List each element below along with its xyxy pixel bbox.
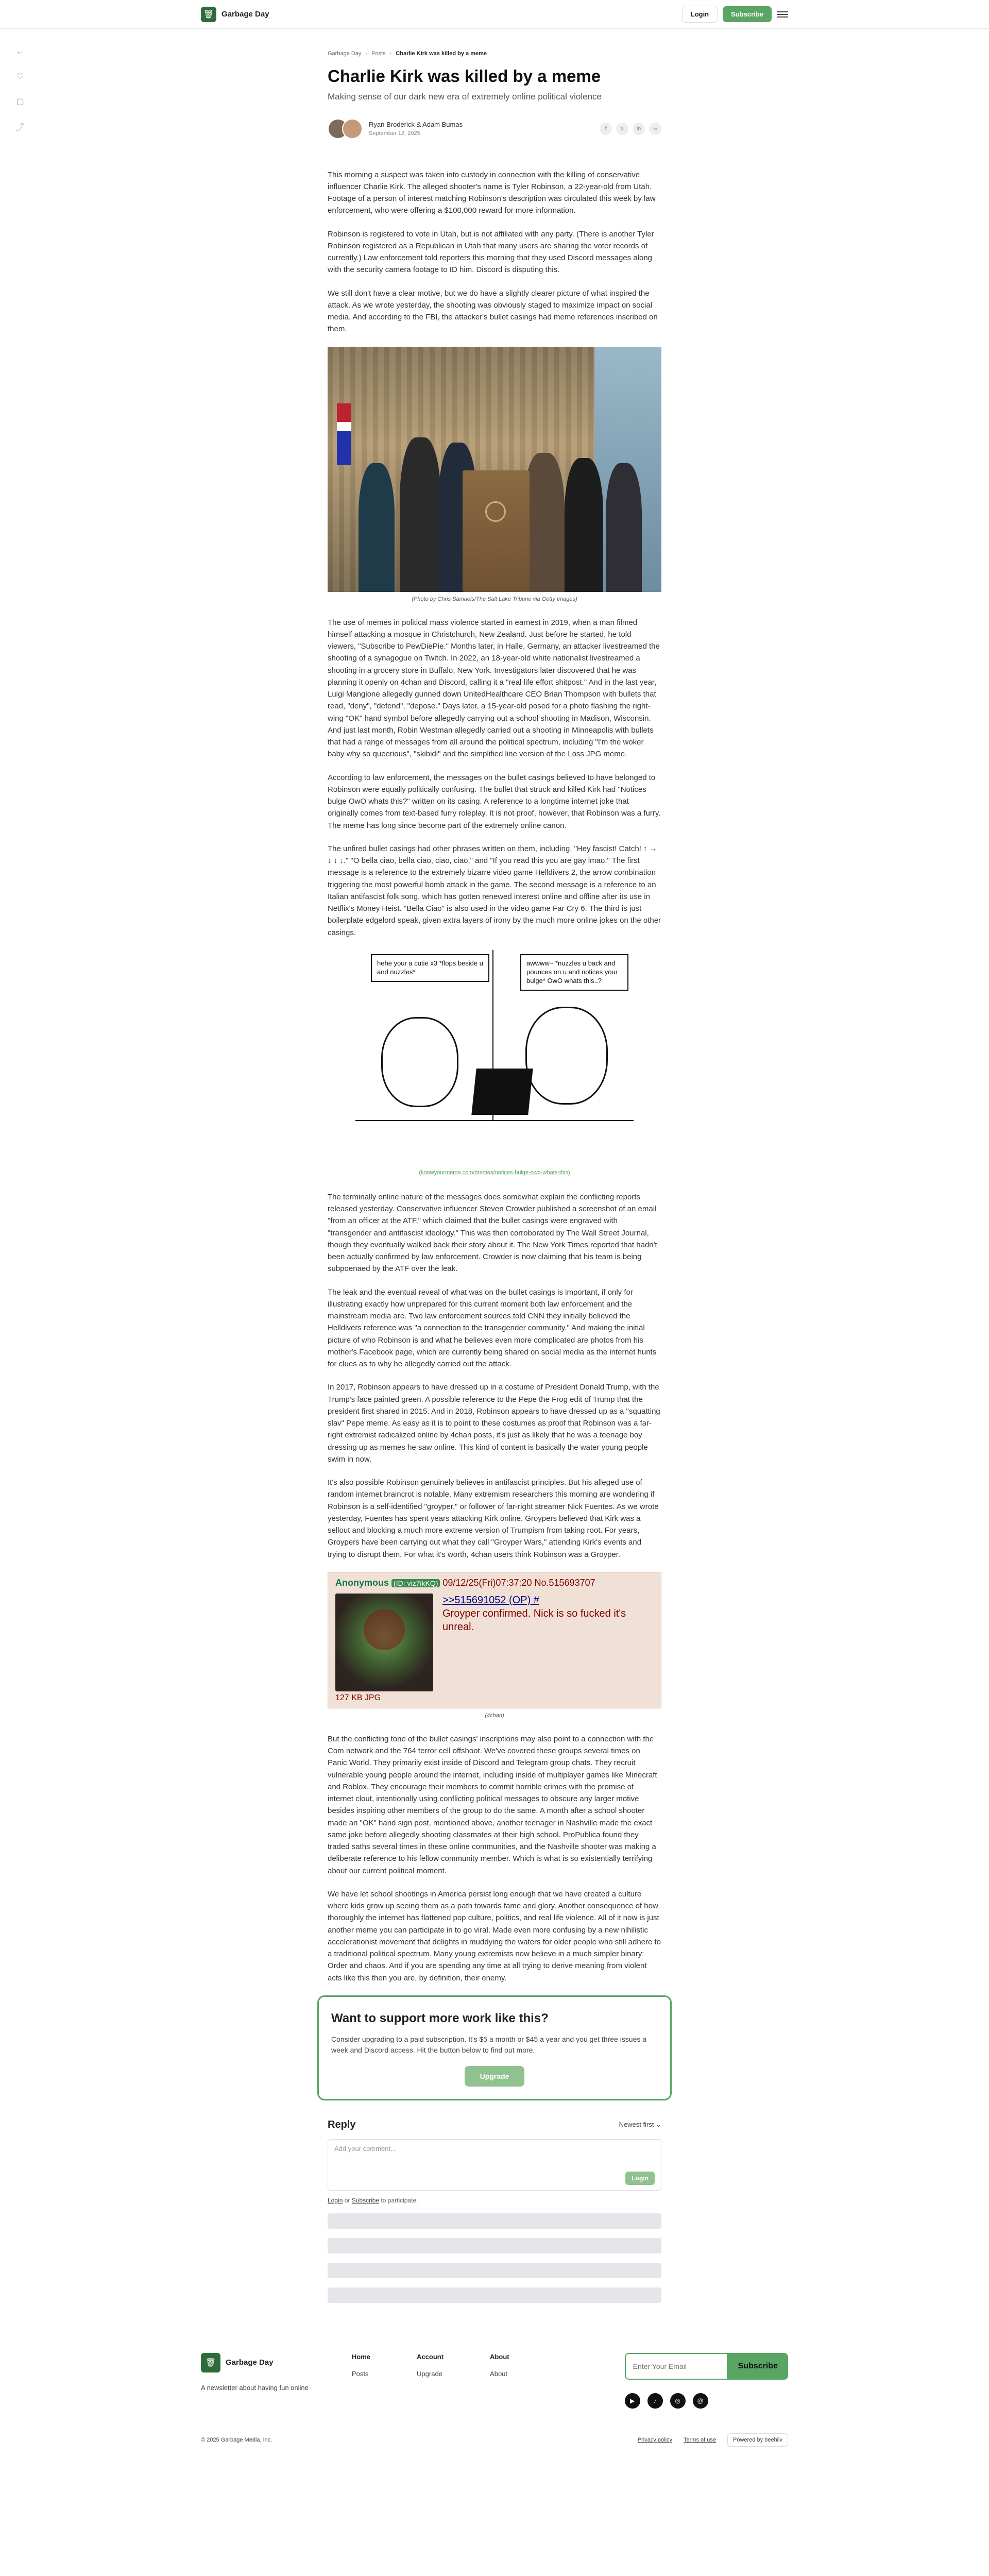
comment-icon[interactable]: ▢ [16, 97, 24, 106]
page-subtitle: Making sense of our dark new era of extremely online political violence [328, 91, 602, 101]
footer-col-heading[interactable]: About [490, 2352, 509, 2361]
footer-link[interactable]: About [490, 2369, 508, 2378]
privacy-link[interactable]: Privacy policy [637, 2436, 673, 2443]
state-seal [485, 501, 506, 522]
authors [328, 118, 463, 139]
paragraph: The use of memes in political mass violence started in earnest in 2019, when a man filmed himself attacking a mosque in Christchurch, New Zealand. Just before he started, he told viewers, "Subscribe to PewDiePie." Months later, in Halle, Germany, an attacker livestreamed the shooting of a synagogue on Twitch. In 2022, an 18-year-old white nationalist livestreamed a shooting in a grocery store in Buffalo, New York. Investigators later discovered that he was planning it openly on 4chan and Discord, calling it a "real life effort shitpost." And in the last year, Luigi Mangione allegedly gunned down UnitedHealthcare CEO Brian Thompson with bullets that read, "deny", "defend", "depose." Days later, a 15-year-old posed for a photo flashing the right-wing "OK" hand symbol before allegedly carrying out a school shooting in Madison, Wisconsin. And just last month, Robin Westman allegedly carried out a shooting in Minneapolis with bullets that had a range of messages from all around the political spectrum, including "I'm the woker baby why so queerious", "skibidi" and the simplified line version of the Loss JPG meme. [328, 618, 660, 759]
terms-link[interactable]: Terms of use [684, 2436, 716, 2443]
footer-brand-name: Garbage Day [226, 2358, 274, 2367]
login-button[interactable]: Login [682, 6, 718, 23]
comic-caption-link[interactable]: (knowyourmeme.com/memes/notices-bulge-owo-whats-this) [419, 1169, 570, 1176]
4chan-caption: (4chan) [485, 1712, 504, 1719]
copyright: © 2025 Garbage Media, Inc. [201, 2436, 272, 2443]
reply-header [328, 2119, 661, 2131]
press-conference-photo [328, 347, 661, 592]
login-note [328, 2197, 661, 2204]
breadcrumb-posts[interactable]: Posts [371, 50, 386, 57]
paragraph: Robinson is registered to vote in Utah, but is not affiliated with any party. (There is another Tyler Robinson registered as a Republican in Utah that many users are sharing the voter records of currently.) Law enforcement told reporters this morning that they used Discord messages along with the security camera footage to ID him. Discord is disputing this. [328, 229, 654, 275]
poster-id: (ID: viz7ikKQ) [391, 1579, 440, 1587]
article [328, 29, 661, 1984]
article-body [328, 169, 661, 1984]
avatar[interactable] [342, 118, 363, 139]
hamburger-menu-icon[interactable] [777, 9, 788, 20]
link-icon[interactable]: ∞ [649, 123, 661, 135]
4chan-post-body [335, 1594, 654, 1703]
footer [0, 2330, 989, 2467]
byline [328, 118, 661, 139]
comment-placeholder-bar [328, 2263, 661, 2278]
footer-brand[interactable] [201, 2353, 309, 2372]
comment-login-button[interactable]: Login [625, 2172, 655, 2185]
sort-label: Newest first [619, 2121, 654, 2129]
post-reply: Groyper confirmed. Nick is so fucked it's unreal. [442, 1607, 626, 1633]
comment-placeholder: Add your comment... [334, 2144, 396, 2153]
footer-col-heading[interactable]: Home [351, 2352, 371, 2361]
paragraph: But the conflicting tone of the bullet casings' inscriptions may also point to a connection with the Com network and the 764 terror cell offshoot. We've covered these groups several times on Panic World. They primarily exist inside of Discord and Telegram group chats. They recruit vulnerable young people around the internet, including inside of multiplayer games like Minecraft and Roblox. They encourage their members to commit horrible crimes with the promise of internet clout, intentionally using conflicting political messages to obscure any larger motive besides inspiring other members of the group to do the same. A month after a school shooter made an "OK" hand sign post, mentioned above, another teenager in Nashville made the exact same joke before allegedly shooting classmates at their high school. ProPublica found they traded saths several times in these online communities, and the Nashville shooter was making a deliberate reference to his fellow community member. Which is what is so existentially terrifying about our current political moment. [328, 1734, 657, 1875]
paragraph: The leak and the eventual reveal of what was on the bullet casings is important, if only for illustrating exactly how unprepared for this current moment both law enforcement and the mainstream media are. Two law enforcement sources told CNN they initially believed the Helldivers reference was "a connection to the transgender community." And making the initial picture of who Robinson is and what he believes even more complicated are photos from his mother's Facebook page, which are currently being shared on social media as the internet hunts for clues as to why he allegedly carried out the attack. [328, 1287, 657, 1369]
youtube-icon[interactable]: ▶ [625, 2393, 640, 2409]
note-or: or [343, 2196, 352, 2204]
chevron-down-icon: ⌄ [656, 2121, 661, 2129]
poster-name: Anonymous [335, 1577, 389, 1588]
comment-placeholder-bar [328, 2287, 661, 2303]
support-text: Consider upgrading to a paid subscription. It's $5 a month or $45 a year and you get three issues a week and Discord access. Hit the button below to find out more. [331, 2035, 647, 2054]
brand-name: Garbage Day [221, 10, 269, 19]
tiktok-icon[interactable]: ♪ [647, 2393, 663, 2409]
post-quote-link[interactable]: >>515691052 (OP) # [442, 1594, 539, 1606]
footer-subscribe-form [625, 2353, 788, 2380]
reply-title: Reply [328, 2119, 356, 2130]
podium [463, 470, 530, 592]
breadcrumb-separator: › [365, 50, 368, 57]
support-box [317, 1995, 672, 2100]
footer-tagline: A newsletter about having fun online [201, 2383, 309, 2392]
paragraph: The terminally online nature of the messages does somewhat explain the conflicting reports released yesterday. Conservative influencer Steven Crowder published a screenshot of an email "from an officer at the ATF," which claimed that the bullet casings were engraved with "transgender and antifascist ideology." This was then corroborated by The Wall Street Journal, though they eventually walked back their story about it. The New York Times reported that hadn't been actually confirmed by law enforcement. Crowder is now claiming that his team is being subpoenaed by the ATF over the leak. [328, 1192, 657, 1274]
footer-subscribe-button[interactable]: Subscribe [728, 2353, 788, 2380]
comment-placeholder-bar [328, 2213, 661, 2229]
4chan-post-screenshot [328, 1572, 661, 1708]
note-end: to participate. [379, 2196, 418, 2204]
facebook-icon[interactable]: f [600, 123, 612, 135]
support-title: Want to support more work like this? [331, 2011, 549, 2025]
share-icon[interactable]: ⤴ [15, 123, 24, 132]
share-rail [14, 46, 26, 132]
subscribe-link[interactable]: Subscribe [351, 2196, 380, 2204]
post-meta: 09/12/25(Fri)07:37:20 No.515693707 [442, 1577, 595, 1588]
footer-logo: 🗑 [201, 2353, 220, 2372]
publish-date: September 12, 2025 [369, 130, 420, 137]
paragraph: In 2017, Robinson appears to have dressed up in a costume of President Donald Trump, with the Trump's face painted green. A possible reference to the Pepe the Frog edit of Trump that the president first shared in 2015. And in 2018, Robinson appears to have dressed up as a "squatting slav" Pepe meme. As easy as it is to point to these costumes as proof that Robinson was a far-right extremist radicalized online by 4chan posts, it's just as likely that he was a teenage boy dressing up as memes he saw online. This kind of content is basically the water young people swim in now. [328, 1383, 660, 1464]
paragraph: According to law enforcement, the messages on the bullet casings believed to have belonged to Robinson were equally politically confusing. The bullet that struck and killed Kirk had "Notices bulge OwO whats this?" written on its casing. A reference to a longtime internet joke that originally comes from text-based furry roleplay. It is not proof, however, that Robinson was a furry. The meme has long since become part of the extremely online canon. [328, 773, 661, 830]
powered-by-badge[interactable]: Powered by beehiiv [727, 2433, 788, 2447]
upgrade-button[interactable]: Upgrade [465, 2066, 525, 2087]
paragraph: We still don't have a clear motive, but we do have a slightly clearer picture of what inspired the attack. As we wrote yesterday, the shooting was obviously staged to maximize impact on social media. And according to the FBI, the attacker's bullet casings had meme references inscribed on them. [328, 289, 658, 334]
footer-link[interactable]: Upgrade [417, 2369, 442, 2378]
footer-col-heading[interactable]: Account [417, 2352, 444, 2361]
breadcrumb-current: Charlie Kirk was killed by a meme [396, 50, 487, 57]
footer-columns [352, 2353, 509, 2409]
speech-bubble-left: hehe your a cutie x3 *flops beside u and nuzzles* [371, 954, 489, 982]
login-link[interactable]: Login [328, 2196, 343, 2204]
back-icon[interactable]: ← [16, 47, 24, 56]
photo-caption: (Photo by Chris Samuels/The Salt Lake Tribune via Getty Images) [412, 596, 577, 602]
image-size: 127 KB JPG [335, 1693, 381, 1702]
top-nav [0, 0, 989, 29]
paragraph: It's also possible Robinson genuinely believes in antifascist principles. But his alleged use of random internet braincrot is notable. Many extremism researchers this morning are wondering if Robinson is a self-identified "groyper," or follower of far-right streamer Nick Fuentes. As we wrote yesterday, Fuentes has spent years attacking Kirk online. Groypers believed that Kirk was a sellout and blocking a much more extreme version of Trumpism from taking root. For years, Groypers have been carrying out what they call "Groyper Wars," attending Kirk's events and trying to disrupt them. For what it's worth, 4chan users think Robinson was a Groyper. [328, 1478, 659, 1559]
paragraph: The unfired bullet casings had other phrases written on them, including, "Hey fascist! Catch! ↑ → ↓ ↓ ↓." "O bella ciao, bella ciao, ciao, ciao," and "If you read this you are gay lmao." The first message is a reference to the extremely bizarre video game Helldivers 2, the arrow combination triggering the most powerful bomb attack in the game. The second message is a reference to an Italian antifascist folk song, which has gotten renewed interest online and offline after its use in Netflix's Money Heist. "Bella Ciao" is also used in the video game Far Cry 6. The third is just boilerplate edgelord speak, given extra layers of irony by the much more online jokes on the other casings. [328, 844, 661, 937]
comment-placeholder-bar [328, 2238, 661, 2253]
comments-section [328, 2119, 661, 2303]
heart-icon[interactable]: ♡ [16, 73, 24, 81]
footer-link[interactable]: Posts [351, 2369, 369, 2378]
cartoon-face-left [381, 1017, 458, 1107]
post-text [442, 1594, 654, 1703]
social-links [625, 2393, 708, 2409]
author-avatars [328, 118, 363, 139]
linkedin-icon[interactable]: in [633, 123, 645, 135]
subscribe-button[interactable]: Subscribe [723, 6, 772, 22]
brand-logo: 🗑 [201, 7, 216, 22]
comic-caption [328, 1170, 661, 1176]
breadcrumb-separator: › [389, 50, 392, 57]
flag-graphic [337, 403, 351, 465]
paragraph: This morning a suspect was taken into custody in connection with the killing of conservative influencer Charlie Kirk. The alleged shooter's name is Tyler Robinson, a 22-year-old from Utah. Footage of a person of interest matching Robinson's description was circulated this week by law enforcement, who were offering a $100,000 reward for more information. [328, 170, 656, 215]
computer-monitor-drawing [471, 1069, 533, 1115]
instagram-icon[interactable]: ◎ [670, 2393, 686, 2409]
meme-comic-image [345, 950, 644, 1166]
breadcrumb-home[interactable]: Garbage Day [328, 50, 362, 57]
author-names[interactable]: Ryan Broderick & Adam Bumas [369, 121, 463, 129]
cartoon-face-right [525, 1007, 608, 1105]
top-actions [682, 6, 788, 23]
pepe-thumbnail [335, 1594, 433, 1691]
breadcrumb [328, 50, 661, 57]
paragraph: We have let school shootings in America persist long enough that we have created a culture where kids grow up seeing them as a path towards fame and glory. Another consequence of how thoroughly the internet has flattened pop culture, politics, and real life violence. All of it now is just another meme you can participate in to go viral. Made even more confusing by a new nihilistic accelerationist movement that delights in muddying the waters for older people who still adhere to a traditional political spectrum. Many young extremists now believe in a much simpler binary: Order and chaos. And if you are spending any time at all trying to derive meaning from violent acts like this then you are, by definition, their enemy. [328, 1889, 661, 1982]
share-buttons [600, 123, 661, 135]
threads-icon[interactable]: @ [693, 2393, 708, 2409]
4chan-post-header [335, 1578, 654, 1588]
sort-dropdown[interactable] [619, 2121, 661, 2129]
page-title: Charlie Kirk was killed by a meme [328, 66, 601, 86]
email-field[interactable] [625, 2353, 728, 2380]
brand[interactable] [201, 7, 269, 22]
x-icon[interactable]: x [616, 123, 628, 135]
speech-bubble-right: awwww~ *nuzzles u back and pounces on u and notices your bulge* OwO whats this..? [520, 954, 628, 991]
comment-input[interactable] [328, 2139, 661, 2191]
